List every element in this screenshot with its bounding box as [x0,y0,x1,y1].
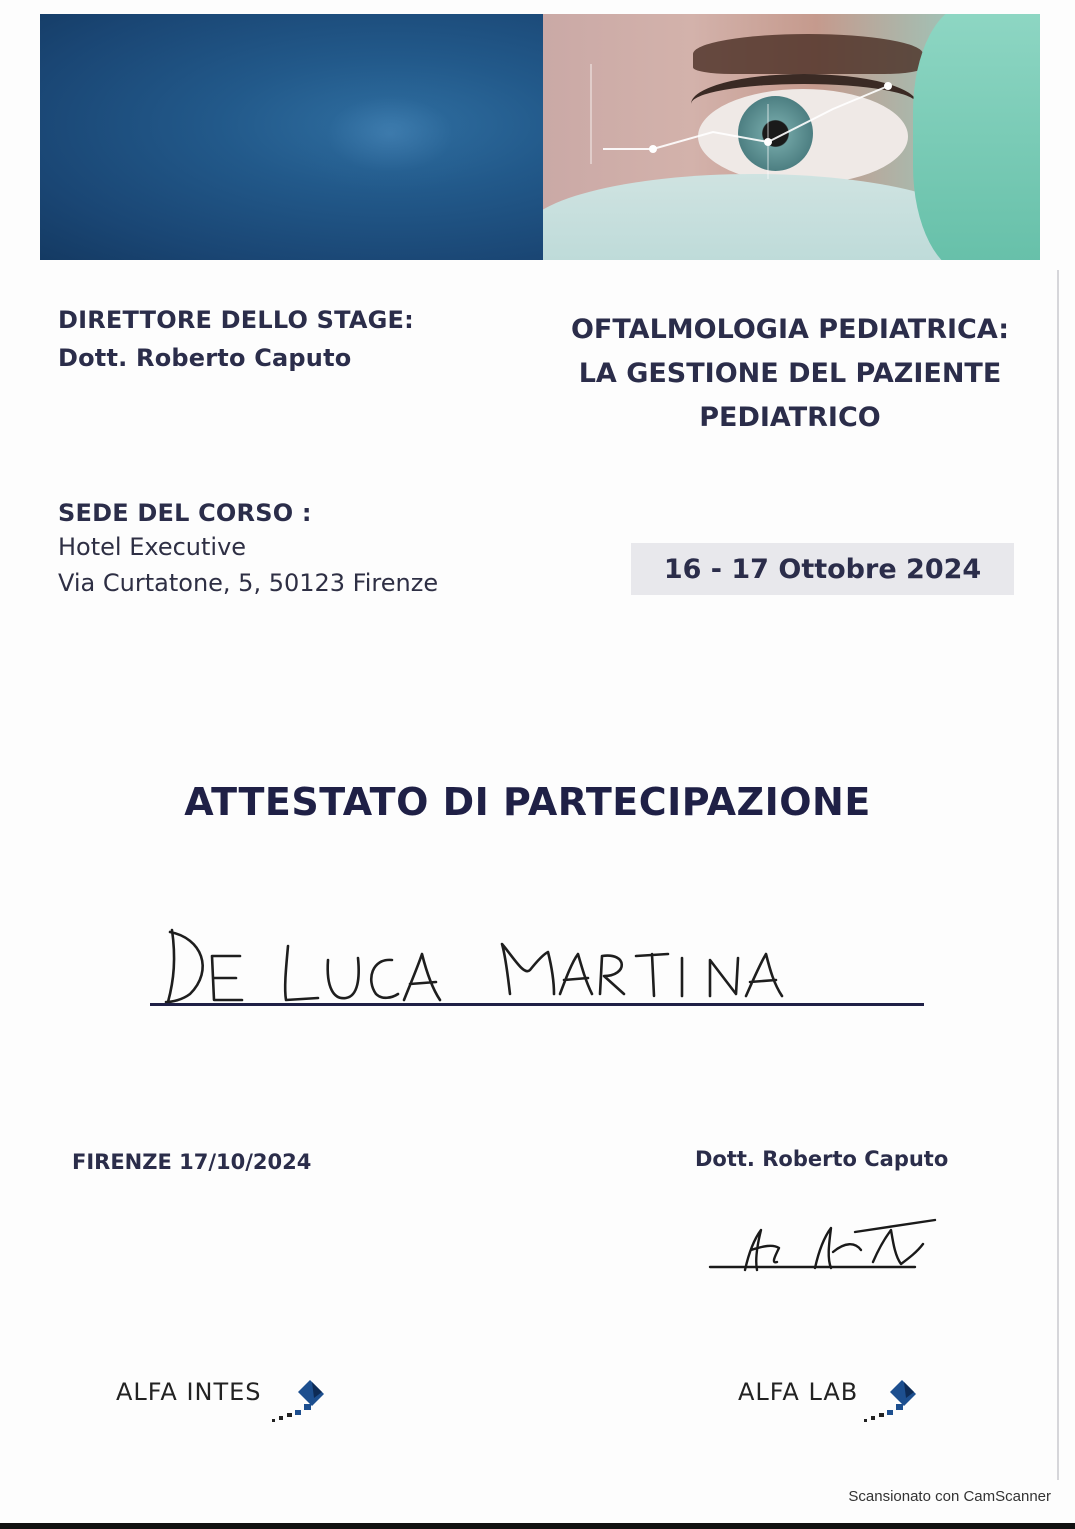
participant-name-handwriting [150,918,930,1010]
course-title [545,308,1035,440]
place-date: FIRENZE 17/10/2024 [72,1150,312,1174]
name-underline [150,1003,924,1006]
venue-label: SEDE DEL CORSO : [58,499,312,527]
signature-graphic [705,1212,945,1282]
course-dates: 16 - 17 Ottobre 2024 [663,553,982,585]
bottom-border [0,1523,1075,1529]
course-title-line: LA GESTIONE DEL PAZIENTE [578,358,1002,389]
venue-address: Via Curtatone, 5, 50123 Firenze [58,569,439,597]
signer-name: Dott. Roberto Caputo [695,1147,949,1171]
scan-overlay-graphic [543,14,1040,260]
course-title-line: OFTALMOLOGIA PEDIATRICA: [570,314,1010,345]
course-dates-box [631,543,1014,595]
alfa-lab-logo-text: ALFA LAB [738,1378,859,1406]
certificate-title: ATTESTATO DI PARTECIPAZIONE [184,780,871,824]
header-banner-blue [40,14,543,260]
alfa-lab-logo-icon [860,1376,920,1426]
director-name: Dott. Roberto Caputo [58,344,352,372]
course-title-line: PEDIATRICO [699,402,881,433]
page-edge-line [1057,270,1059,1480]
venue-name: Hotel Executive [58,533,247,561]
scanner-watermark: Scansionato con CamScanner [848,1488,1051,1505]
alfa-intes-logo-icon [268,1376,328,1426]
alfa-intes-logo-text: ALFA INTES [116,1378,262,1406]
director-label: DIRETTORE DELLO STAGE: [58,306,414,334]
header-banner-eye-photo [543,14,1040,260]
faded-eye-graphic [290,74,490,194]
